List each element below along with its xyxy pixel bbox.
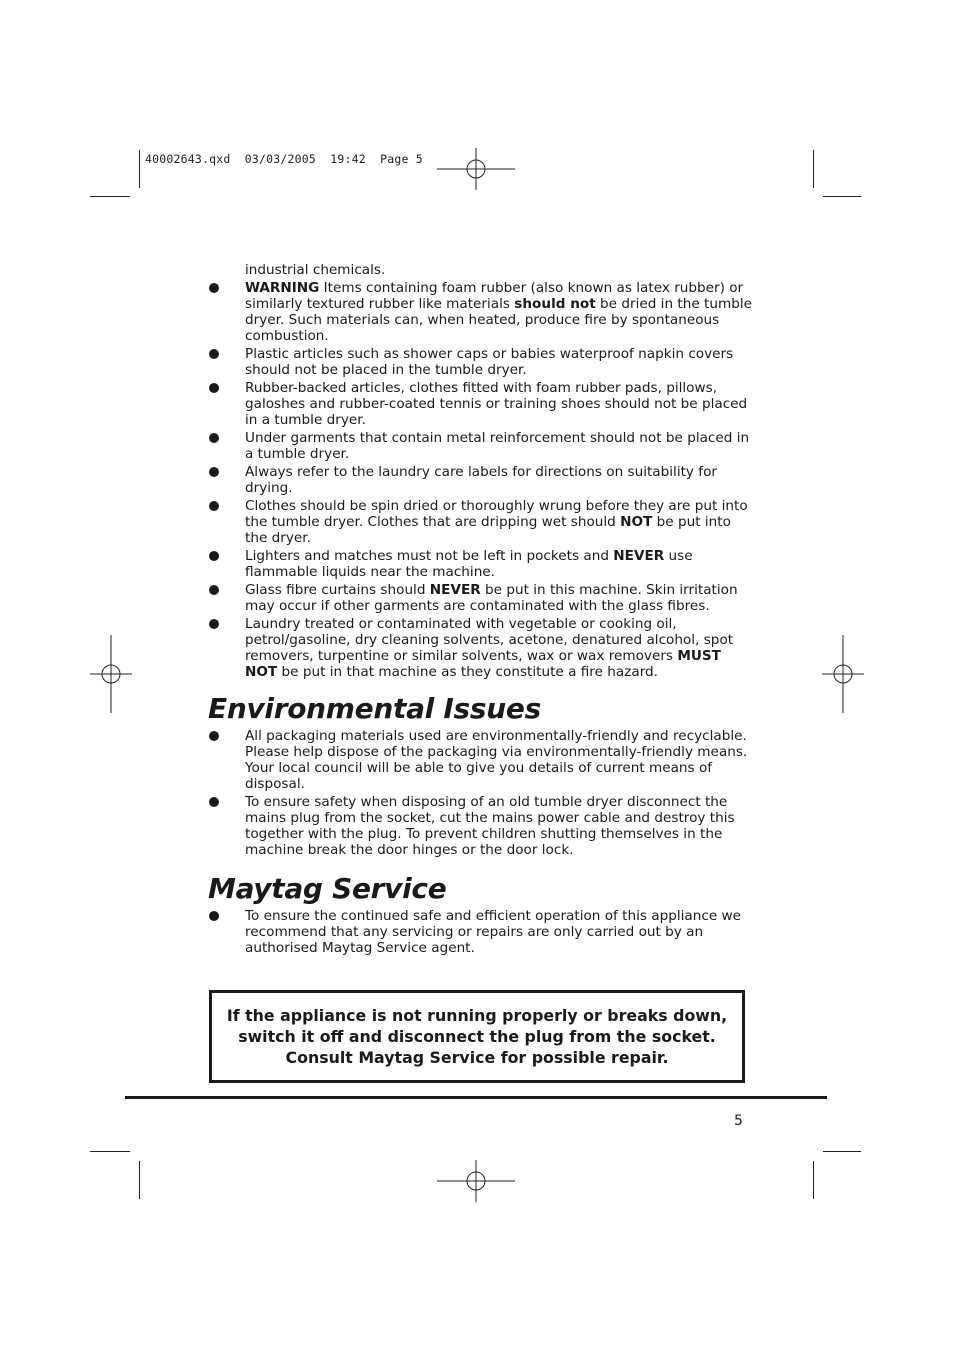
list-item — [208, 280, 753, 344]
body-text: Laundry treated or contaminated with vegetable or cooking oil, petrol/gasoline, dry cleaning solvents, acetone, denatured alcohol, spot removers, turpentine or similar solvents, wax or wax removers — [245, 616, 734, 664]
page-content — [208, 262, 753, 958]
body-text: Clothes should be spin dried or thoroughly wrung before they are put into the tumble dryer. Clothes that are dripping wet should — [245, 498, 748, 530]
list-item — [208, 908, 753, 956]
bullet-icon — [209, 349, 219, 359]
emphasis-text: MUST NOT — [245, 648, 721, 680]
service-bullet-list — [208, 908, 753, 956]
bullet-icon — [209, 551, 219, 561]
environmental-bullet-list — [208, 728, 753, 858]
notice-line: switch it off and disconnect the plug from the socket. — [238, 1027, 716, 1046]
body-text: Plastic articles such as shower caps or babies waterproof napkin covers should not be placed in the tumble dryer. — [245, 346, 734, 378]
continuation-text: industrial chemicals. — [245, 262, 386, 278]
list-item — [208, 380, 753, 428]
registration-mark-icon — [437, 148, 517, 190]
notice-line: Consult Maytag Service for possible repair. — [285, 1048, 669, 1067]
body-text: be put in that machine as they constitute a fire hazard. — [277, 664, 658, 680]
emphasis-text: NEVER — [429, 582, 481, 598]
notice-line: If the appliance is not running properly or breaks down, — [226, 1006, 728, 1025]
notice-box — [209, 990, 745, 1083]
bullet-icon — [209, 619, 219, 629]
crop-mark — [813, 1161, 814, 1199]
registration-mark-icon — [90, 635, 132, 713]
crop-mark — [823, 196, 861, 197]
body-text: be put in this machine. Skin irritation may occur if other garments are contaminated with the glass fibres. — [245, 582, 738, 614]
list-item — [208, 794, 753, 858]
emphasis-text: WARNING — [245, 280, 320, 296]
list-item — [208, 616, 753, 680]
emphasis-text: should not — [514, 296, 596, 312]
bullet-icon — [209, 283, 219, 293]
safety-bullet-list — [208, 280, 753, 680]
page-number: 5 — [734, 1113, 743, 1129]
list-item — [208, 498, 753, 546]
crop-mark — [813, 150, 814, 188]
crop-mark — [90, 196, 130, 197]
section-heading-environmental: Environmental Issues — [208, 692, 541, 725]
registration-mark-icon — [437, 1160, 517, 1202]
list-item — [208, 728, 753, 792]
bullet-icon — [209, 731, 219, 741]
print-slug: 40002643.qxd 03/03/2005 19:42 Page 5 — [145, 152, 423, 166]
list-item — [208, 430, 753, 462]
body-text: use flammable liquids near the machine. — [245, 548, 693, 580]
bullet-icon — [209, 501, 219, 511]
section-heading-service: Maytag Service — [208, 872, 447, 905]
body-text: Items containing foam rubber (also known as latex rubber) or similarly textured rubber like materials — [245, 280, 744, 312]
list-item — [208, 548, 753, 580]
body-text: be put into the dryer. — [245, 514, 731, 546]
crop-mark — [90, 1151, 130, 1152]
list-item — [208, 346, 753, 378]
body-text: Glass fibre curtains should — [245, 582, 430, 598]
body-text: To ensure safety when disposing of an old tumble dryer disconnect the mains plug from the socket, cut the mains power cable and destroy this together with the plug. To prevent children shutting themselves in the machine break the door hinges or the door lock. — [245, 794, 735, 858]
body-text: Rubber-backed articles, clothes fitted with foam rubber pads, pillows, galoshes and rubber-coated tennis or training shoes should not be placed in a tumble dryer. — [245, 380, 748, 428]
crop-mark — [823, 1151, 861, 1152]
crop-mark — [139, 150, 140, 188]
emphasis-text: NEVER — [613, 548, 665, 564]
body-text: Lighters and matches must not be left in pockets and — [245, 548, 614, 564]
registration-mark-icon — [822, 635, 864, 713]
list-item — [208, 582, 753, 614]
list-item — [208, 464, 753, 496]
emphasis-text: NOT — [620, 514, 653, 530]
footer-rule — [125, 1096, 827, 1099]
bullet-icon — [209, 467, 219, 477]
bullet-icon — [209, 797, 219, 807]
bullet-icon — [209, 911, 219, 921]
body-text: be dried in the tumble dryer. Such materials can, when heated, produce fire by spontaneous combustion. — [245, 296, 752, 344]
bullet-icon — [209, 383, 219, 393]
body-text: Always refer to the laundry care labels for directions on suitability for drying. — [245, 464, 717, 496]
body-text: All packaging materials used are environmentally-friendly and recyclable. Please help dispose of the packaging via environmentally-friendly means. Your local council will be able to give you details of current means of disposal. — [245, 728, 748, 792]
bullet-icon — [209, 433, 219, 443]
crop-mark — [139, 1161, 140, 1199]
bullet-icon — [209, 585, 219, 595]
body-text: To ensure the continued safe and efficient operation of this appliance we recommend that any servicing or repairs are only carried out by an authorised Maytag Service agent. — [245, 908, 741, 956]
body-text: Under garments that contain metal reinforcement should not be placed in a tumble dryer. — [245, 430, 750, 462]
